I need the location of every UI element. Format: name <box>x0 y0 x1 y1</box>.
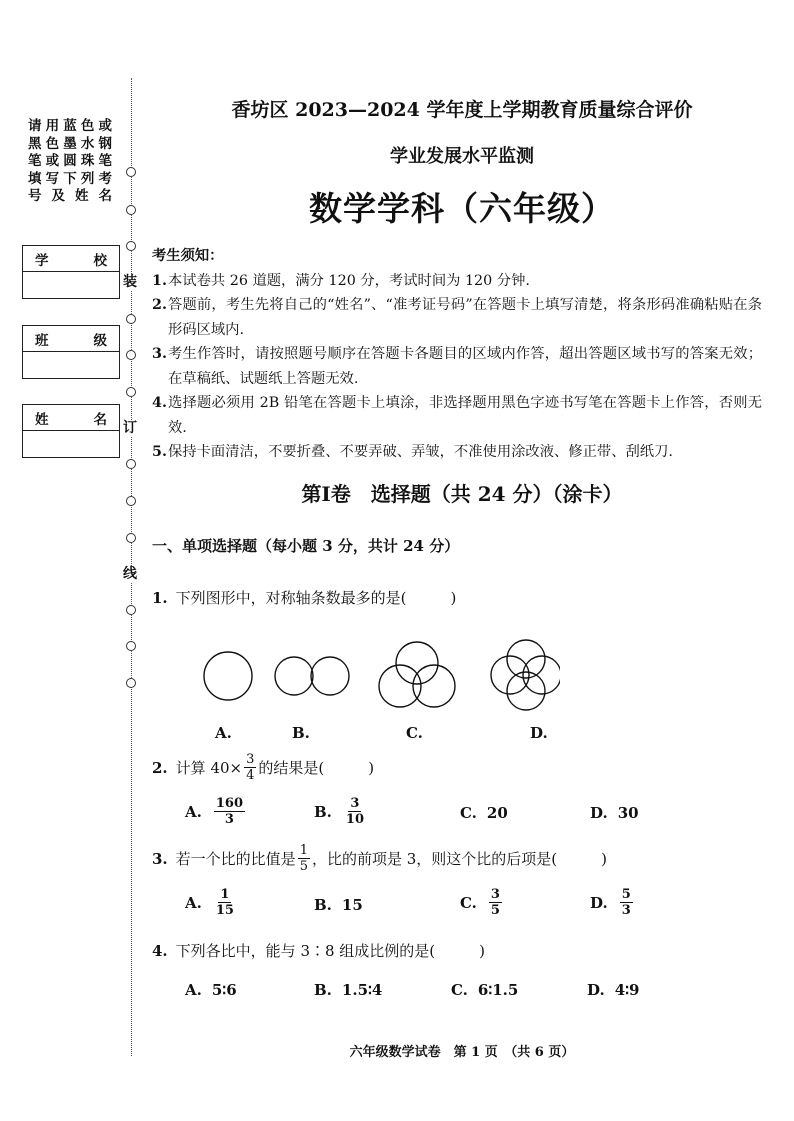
binding-hole-icon <box>126 241 136 251</box>
fraction <box>214 887 236 918</box>
option-label: A. <box>185 981 202 999</box>
instruction-line: 黑色墨水钢 <box>28 135 114 152</box>
fraction <box>298 843 310 874</box>
school-box <box>22 245 120 299</box>
question-text: 计算 40× <box>175 759 243 777</box>
binding-hole-icon <box>126 533 136 543</box>
answer-bracket: ) <box>601 849 607 868</box>
notice-item-text: 考生作答时，请按照题号顺序在答题卡各题目的区域内作答，超出答题区域书写的答案无效；在草稿纸、试题纸上答题无效. <box>168 346 762 387</box>
fraction-denominator: 5 <box>490 903 500 918</box>
option-label: A. <box>185 802 202 821</box>
section-title: 第Ⅰ卷 选择题（共 24 分）（涂卡） <box>301 482 623 506</box>
class-label-char: 班 <box>35 332 49 349</box>
notice-item <box>152 269 762 294</box>
q4-option-b[interactable] <box>314 981 382 999</box>
answer-bracket: ) <box>450 588 457 607</box>
notice-item <box>152 293 762 342</box>
fraction <box>344 796 366 827</box>
q1-option-c[interactable]: C. <box>406 724 423 742</box>
fraction-denominator: 3 <box>621 903 631 918</box>
question-2 <box>152 752 374 783</box>
option-label: A. <box>185 893 202 912</box>
binding-word-xian: 线 <box>123 566 137 582</box>
fraction-numerator: 1 <box>299 843 308 858</box>
question-number: 4. <box>152 941 168 960</box>
q4-option-d[interactable] <box>587 981 639 999</box>
fraction-numerator: 3 <box>350 796 360 811</box>
binding-hole-icon <box>126 459 136 469</box>
class-label <box>23 326 119 352</box>
question-number: 2. <box>152 758 168 777</box>
option-label: B. <box>314 896 332 914</box>
option-value: 5∶6 <box>211 981 237 999</box>
binding-hole-icon <box>126 678 136 688</box>
fraction-numerator: 3 <box>490 887 500 902</box>
notice-item-text: 答题前，考生先将自己的“姓名”、“准考证号码”在答题卡上填写清楚，将条形码准确粘贴在条形码区域内. <box>168 297 762 338</box>
notice-item <box>152 440 762 465</box>
q3-option-a[interactable] <box>185 887 238 918</box>
binding-hole-icon <box>126 605 136 615</box>
option-label: B. <box>314 981 332 999</box>
notice-item-number: 5. <box>152 444 167 460</box>
question-3 <box>152 843 607 874</box>
binding-hole-icon <box>126 641 136 651</box>
class-field[interactable] <box>23 352 119 378</box>
school-field[interactable] <box>23 272 119 298</box>
q2-option-d[interactable] <box>590 804 639 822</box>
page-footer: 六年级数学试卷 第 1 页 （共 6 页） <box>349 1045 575 1060</box>
instruction-line: 填写下列考 <box>28 170 114 187</box>
school-label-char: 学 <box>35 252 49 269</box>
subject-title: 数学学科（六年级） <box>309 189 615 228</box>
exam-notice <box>152 244 762 465</box>
q2-option-b[interactable] <box>314 796 368 827</box>
option-label: C. <box>451 981 468 999</box>
fraction-numerator: 5 <box>621 887 631 902</box>
class-label-char: 级 <box>93 332 107 349</box>
answer-bracket: ) <box>368 758 375 777</box>
q3-option-c[interactable] <box>460 887 504 918</box>
fraction-numerator: 160 <box>215 796 244 811</box>
fraction-denominator: 4 <box>246 768 255 783</box>
notice-item <box>152 342 762 391</box>
option-label: D. <box>590 804 608 822</box>
name-label <box>23 405 119 431</box>
option-label: D. <box>587 981 605 999</box>
instruction-line: 请用蓝色或 <box>28 118 114 134</box>
option-label: C. <box>460 893 477 912</box>
instruction-line: 笔或圆珠笔 <box>28 153 114 169</box>
figure-b-two-circles-icon <box>275 657 349 695</box>
part-heading: 一、单项选择题（每小题 3 分，共计 24 分） <box>152 537 460 555</box>
option-value: 6∶1.5 <box>477 981 519 999</box>
q1-option-b[interactable]: B. <box>292 724 310 742</box>
notice-item-number: 2. <box>152 297 167 313</box>
fraction-denominator: 3 <box>224 812 234 827</box>
notice-item-number: 1. <box>152 272 167 289</box>
q4-option-c[interactable] <box>451 981 518 999</box>
option-value: 20 <box>486 804 508 822</box>
notice-item-text: 选择题必须用 2B 铅笔在答题卡上填涂，非选择题用黑色字迹书写笔在答题卡上作答，否则无效. <box>168 395 762 436</box>
answer-bracket: ) <box>479 941 486 960</box>
class-box <box>22 325 120 379</box>
fraction <box>244 752 256 783</box>
question-text: 的结果是( <box>258 759 325 777</box>
q1-figures <box>190 630 560 720</box>
school-label-char: 校 <box>93 252 107 269</box>
option-label: B. <box>314 802 332 821</box>
exam-title: 香坊区 2023—2024 学年度上学期教育质量综合评价 <box>231 99 693 121</box>
question-text: ，比的前项是 3，则这个比的后项是( <box>311 850 558 868</box>
sidebar-instruction <box>28 118 114 206</box>
binding-word-zhuang: 装 <box>123 274 137 290</box>
notice-item-number: 3. <box>152 346 167 362</box>
school-label <box>23 246 119 272</box>
binding-hole-icon <box>126 167 136 177</box>
name-field[interactable] <box>23 431 119 457</box>
fraction-numerator: 1 <box>220 887 230 902</box>
figure-a-circle-icon <box>204 652 252 700</box>
question-text: 若一个比的比值是 <box>175 850 296 868</box>
fraction-denominator: 15 <box>215 903 234 918</box>
figure-c-three-circles-icon <box>379 642 455 707</box>
fraction <box>489 887 502 918</box>
fraction-numerator: 3 <box>246 752 255 767</box>
question-1 <box>152 587 456 608</box>
option-label: C. <box>460 804 477 822</box>
question-text: 下列各比中，能与 3∶8 组成比例的是( <box>175 942 436 960</box>
q2-option-a[interactable] <box>185 796 247 827</box>
notice-item-text: 本试卷共 26 道题，满分 120 分，考试时间为 120 分钟. <box>168 272 530 289</box>
question-text: 下列图形中，对称轴条数最多的是( <box>175 589 407 607</box>
question-4 <box>152 940 485 961</box>
option-value: 1.5∶4 <box>341 981 383 999</box>
q4-option-a[interactable] <box>185 981 237 999</box>
binding-hole-icon <box>126 350 136 360</box>
question-number: 1. <box>152 588 168 607</box>
q1-option-d[interactable]: D. <box>530 724 548 742</box>
option-label: D. <box>590 893 608 912</box>
option-value: 15 <box>341 896 363 914</box>
instruction-line: 号及姓名 <box>28 188 114 204</box>
binding-hole-icon <box>126 387 136 397</box>
q3-option-b[interactable] <box>314 896 363 914</box>
name-label-char: 姓 <box>35 411 49 428</box>
question-number: 3. <box>152 849 168 868</box>
option-value: 30 <box>617 804 639 822</box>
figure-d-four-circles-icon <box>491 640 560 710</box>
fraction-denominator: 10 <box>345 812 364 827</box>
name-box <box>22 404 120 458</box>
exam-subtitle: 学业发展水平监测 <box>390 146 534 167</box>
option-value: 4∶9 <box>614 981 640 999</box>
name-label-char: 名 <box>93 411 107 428</box>
fraction <box>214 796 245 827</box>
fraction <box>620 887 633 918</box>
notice-title: 考生须知： <box>152 248 224 264</box>
fraction-denominator: 5 <box>299 859 308 874</box>
notice-item <box>152 391 762 440</box>
q2-option-c[interactable] <box>460 804 508 822</box>
binding-hole-icon <box>126 314 136 324</box>
notice-item-text: 保持卡面清洁，不要折叠、不要弄破、弄皱，不准使用涂改液、修正带、刮纸刀. <box>168 444 673 460</box>
binding-word-ding: 订 <box>123 420 137 436</box>
q3-option-d[interactable] <box>590 887 635 918</box>
notice-item-number: 4. <box>152 395 167 411</box>
q1-option-a[interactable]: A. <box>215 724 232 742</box>
